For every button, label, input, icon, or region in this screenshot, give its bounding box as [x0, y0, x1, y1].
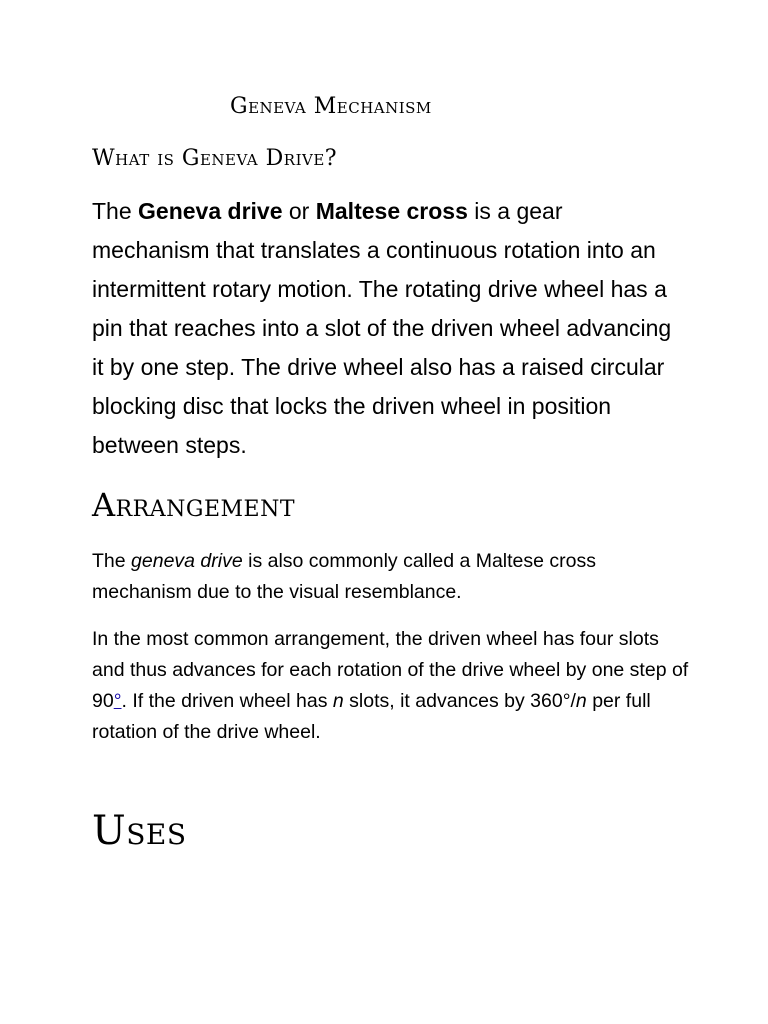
paragraph-text: per full rotation of the drive wheel. — [92, 690, 651, 743]
paragraph-text: slots, it advances by 360°/ — [343, 690, 576, 712]
bold-term-geneva-drive: Geneva drive — [138, 198, 283, 224]
intro-text: or — [282, 198, 316, 224]
paragraph-text: is also commonly called a Maltese cross mechanism due to the visual resemblance. — [92, 550, 596, 603]
paragraph-text: In the most common arrangement, the driven wheel has four slots and thus advances for each rotation of the drive wheel by one step of 90 — [92, 628, 689, 712]
bold-term-maltese-cross: Maltese cross — [315, 198, 468, 224]
document-title: Geneva Mechanism — [230, 94, 432, 119]
intro-text: is a gear mechanism that translates a continuous rotation into an intermittent rotary motion. The rotating drive wheel has a pin that reaches into a slot of the driven wheel advancing it by one step. The drive wheel also has a raised circular blocking disc that locks the driven wheel in position between steps. — [92, 198, 672, 458]
intro-text: The — [92, 198, 139, 224]
arrangement-paragraph-1 — [92, 546, 692, 608]
heading-uses: Uses — [92, 808, 187, 854]
paragraph-text: The — [92, 550, 132, 572]
italic-n: n — [332, 690, 344, 712]
italic-term-geneva-drive: geneva drive — [131, 550, 243, 572]
intro-paragraph — [92, 192, 682, 465]
paragraph-text: . If the driven wheel has — [121, 690, 333, 712]
degree-link[interactable]: ° — [113, 690, 122, 712]
arrangement-paragraph-2 — [92, 624, 692, 748]
italic-n: n — [575, 690, 587, 712]
heading-what-is-geneva-drive: What is Geneva Drive? — [92, 146, 338, 171]
heading-arrangement: Arrangement — [92, 486, 296, 524]
